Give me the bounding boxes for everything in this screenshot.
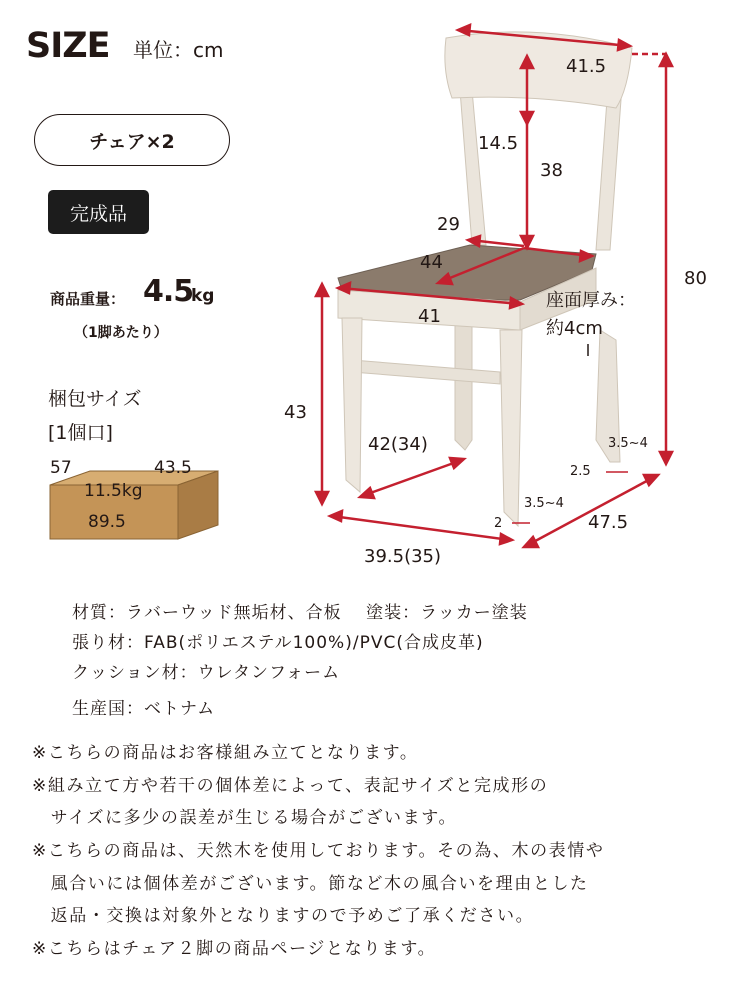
set-label: チェア×2: [89, 130, 175, 153]
note-line: ※こちらの商品はお客様組み立てとなります。: [32, 743, 419, 763]
stretcher: [352, 360, 500, 384]
dim-total-height: 80: [684, 268, 707, 289]
note-line: 風合いには個体差がございます。節など木の風合いを理由とした: [32, 874, 589, 894]
note-line: ※こちらはチェア２脚の商品ページとなります。: [32, 939, 437, 959]
dim-base-width: 39.5(35): [364, 546, 442, 567]
weight-value: 4.5: [143, 274, 194, 309]
spec-origin: 生産国：ベトナム: [72, 699, 216, 719]
dim-seat-width: 41: [418, 306, 441, 327]
dim-seat-back-depth: 29: [437, 214, 460, 235]
dim-back-height: 14.5: [478, 133, 519, 154]
dim-back-to-seat: 38: [540, 160, 563, 181]
weight-unit: kg: [191, 286, 215, 306]
package-weight: 11.5kg: [84, 481, 143, 501]
package-dim-right: 43.5: [154, 458, 192, 478]
dim-seat-depth: 44: [420, 252, 443, 273]
package-dim-left: 57: [50, 458, 72, 478]
unit-label: 単位：cm: [133, 38, 224, 62]
front-right-leg: [500, 330, 522, 526]
dim-base-depth: 47.5: [588, 512, 629, 533]
spec-material: 材質：ラバーウッド無垢材、合板 塗装：ラッカー塗装: [72, 603, 528, 623]
note-line: 返品・交換は対象外となりますので予めご了承ください。: [32, 906, 535, 926]
note-line: ※組み立て方や若干の個体差によって、表記サイズと完成形の: [32, 776, 549, 796]
dim-leg-front-b: 2: [494, 516, 503, 531]
seat-thickness-value: 約4cm: [546, 318, 603, 339]
back-post-right: [596, 86, 622, 250]
dim-back-width: 41.5: [566, 56, 607, 77]
weight-note: （1脚あたり）: [74, 325, 168, 341]
badge-label: 完成品: [69, 202, 127, 225]
dim-seat-height: 43: [284, 402, 307, 423]
size-title: SIZE: [26, 26, 110, 66]
weight-label: 商品重量：: [50, 290, 126, 308]
package-dim-front: 89.5: [88, 512, 126, 532]
dim-leg-back-b: 2.5: [570, 464, 591, 479]
dim-leg-front-a: 3.5~4: [524, 496, 564, 511]
package-title: 梱包サイズ: [48, 388, 142, 410]
dim-leg-back-a: 3.5~4: [608, 436, 648, 451]
front-left-leg: [342, 318, 362, 492]
note-line: ※こちらの商品は、天然木を使用しております。その為、木の表情や: [32, 841, 605, 861]
back-post-left: [460, 90, 486, 245]
note-line: サイズに多少の誤差が生じる場合がございます。: [32, 808, 458, 828]
spec-cushion: クッション材：ウレタンフォーム: [72, 663, 341, 683]
spec-upholstery: 張り材：FAB(ポリエステル100%)/PVC(合成皮革): [72, 633, 484, 653]
seat-thickness-label: 座面厚み：: [546, 290, 636, 311]
package-subtitle: [1個口]: [48, 422, 113, 444]
dim-inner-leg: 42(34): [368, 434, 428, 455]
